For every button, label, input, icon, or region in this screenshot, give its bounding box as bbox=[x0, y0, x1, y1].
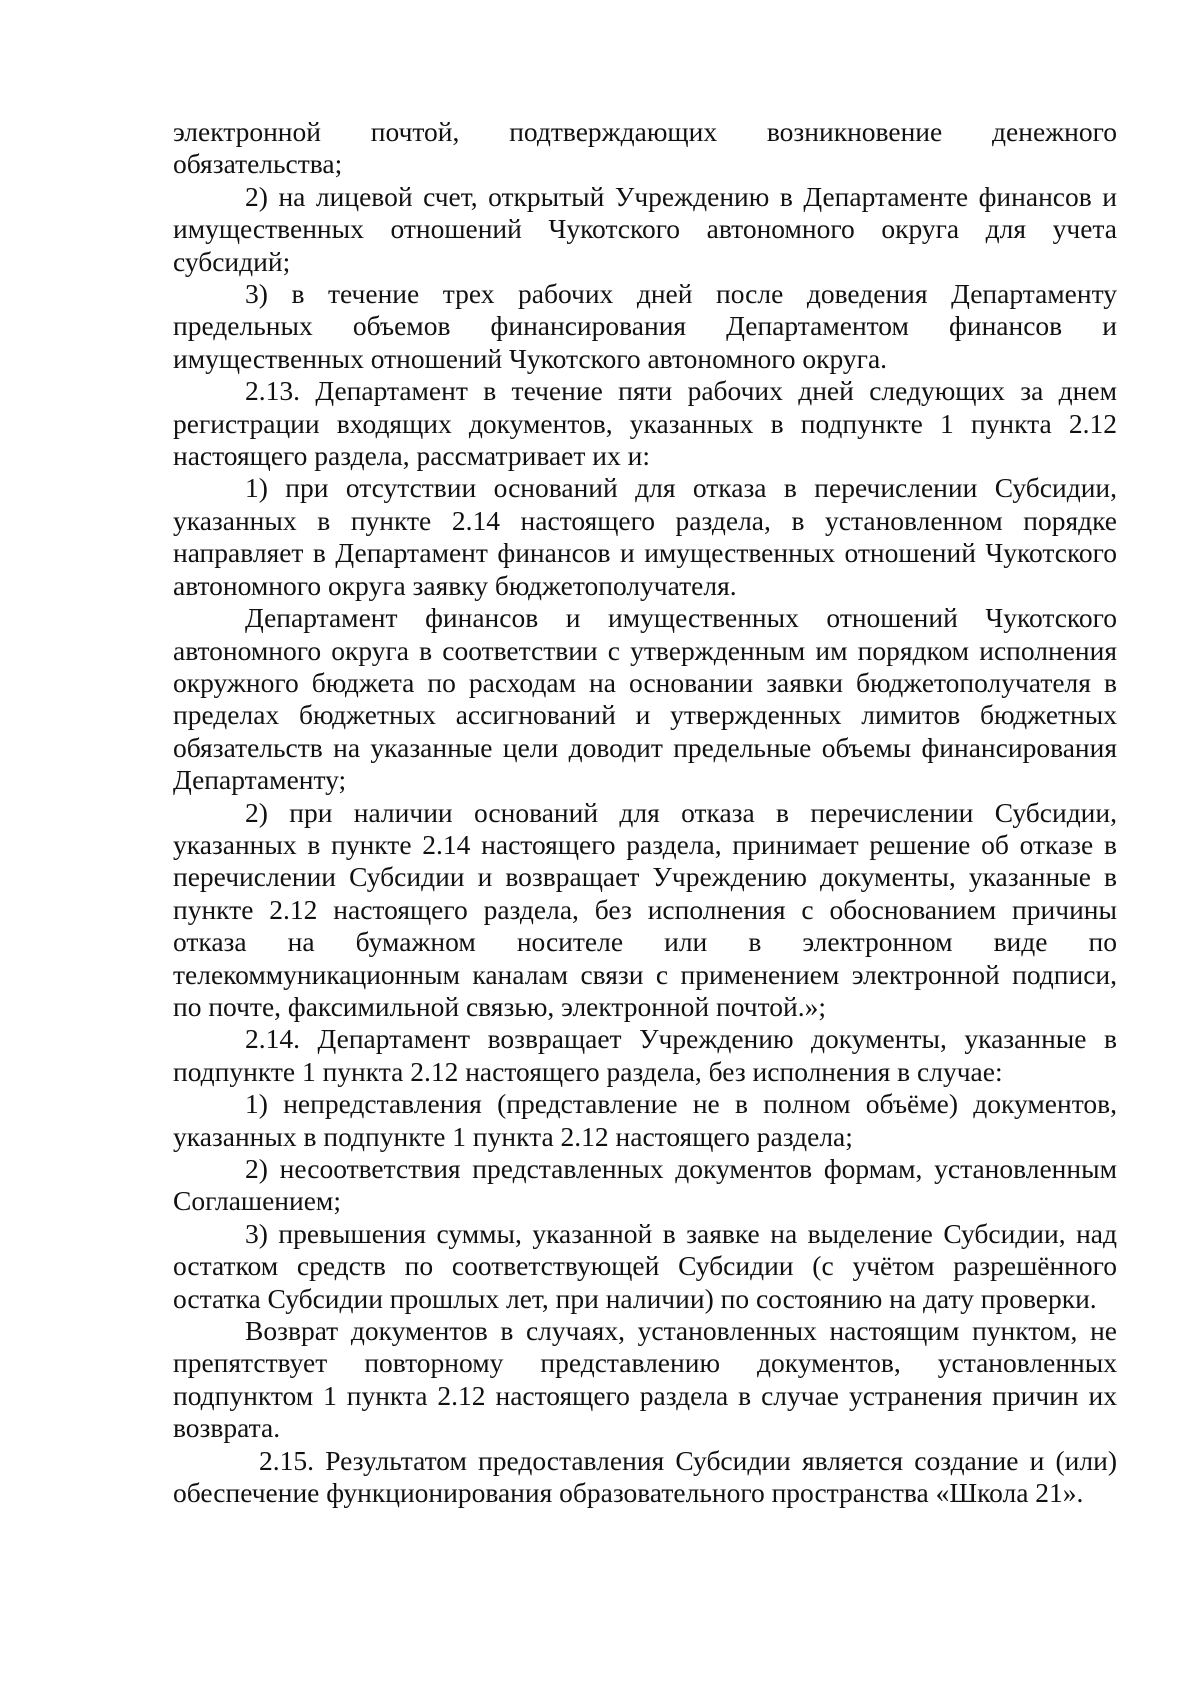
paragraph-2-14-item-1: 1) непредставления (представление не в полном объёме) документов, указанных в подпункте 1 пункта 2.12 настоящего раздела; bbox=[173, 1088, 1117, 1152]
document-page bbox=[173, 116, 1117, 1509]
paragraph-continuation: электронной почтой, подтверждающих возникновение денежного обязательства; bbox=[173, 116, 1117, 180]
paragraph-2-13-item-2: 2) при наличии оснований для отказа в перечислении Субсидии, указанных в пункте 2.14 настоящего раздела, принимает решение об отказе в перечислении Субсидии и возвращает Учреждению документы, указанные в пункте 2.12 настоящего раздела, без исполнения с обоснованием причины отказа на бумажном носителе или в электронном виде по телекоммуникационным каналам связи с применением электронной подписи, по почте, факсимильной связью, электронной почтой.»; bbox=[173, 796, 1117, 1022]
paragraph-2-14-item-3: 3) превышения суммы, указанной в заявке на выделение Субсидии, над остатком средств по соответствующей Субсидии (с учётом разрешённого остатка Субсидии прошлых лет, при наличии) по состоянию на дату проверки. bbox=[173, 1217, 1117, 1314]
paragraph-finance-department: Департамент финансов и имущественных отношений Чукотского автономного округа в соответствии с утвержденным им порядком исполнения окружного бюджета по расходам на основании заявки бюджетополучателя в пределах бюджетных ассигнований и утвержденных лимитов бюджетных обязательств на указанные цели доводит предельные объемы финансирования Департаменту; bbox=[173, 602, 1117, 796]
paragraph-item-2: 2) на лицевой счет, открытый Учреждению в Департаменте финансов и имущественных отношений Чукотского автономного округа для учета субсидий; bbox=[173, 180, 1117, 277]
paragraph-2-14-item-2: 2) несоответствия представленных документов формам, установленным Соглашением; bbox=[173, 1153, 1117, 1217]
paragraph-item-3: 3) в течение трех рабочих дней после доведения Департаменту предельных объемов финансирования Департаментом финансов и имущественных отношений Чукотского автономного округа. bbox=[173, 278, 1117, 374]
paragraph-2-15: 2.15. Результатом предоставления Субсидии является создание и (или) обеспечение функционирования образовательного пространства «Школа 21». bbox=[173, 1444, 1117, 1509]
paragraph-return-documents: Возврат документов в случаях, установленных настоящим пунктом, не препятствует повторному представлению документов, установленных подпунктом 1 пункта 2.12 настоящего раздела в случае устранения причин их возврата. bbox=[173, 1315, 1117, 1444]
paragraph-2-14: 2.14. Департамент возвращает Учреждению документы, указанные в подпункте 1 пункта 2.12 настоящего раздела, без исполнения в случае: bbox=[173, 1023, 1117, 1087]
paragraph-2-13-item-1: 1) при отсутствии оснований для отказа в перечислении Субсидии, указанных в пункте 2.14 настоящего раздела, в установленном порядке направляет в Департамент финансов и имущественных отношений Чукотского автономного округа заявку бюджетополучателя. bbox=[173, 472, 1117, 601]
paragraph-2-13: 2.13. Департамент в течение пяти рабочих дней следующих за днем регистрации входящих документов, указанных в подпункте 1 пункта 2.12 настоящего раздела, рассматривает их и: bbox=[173, 375, 1117, 472]
